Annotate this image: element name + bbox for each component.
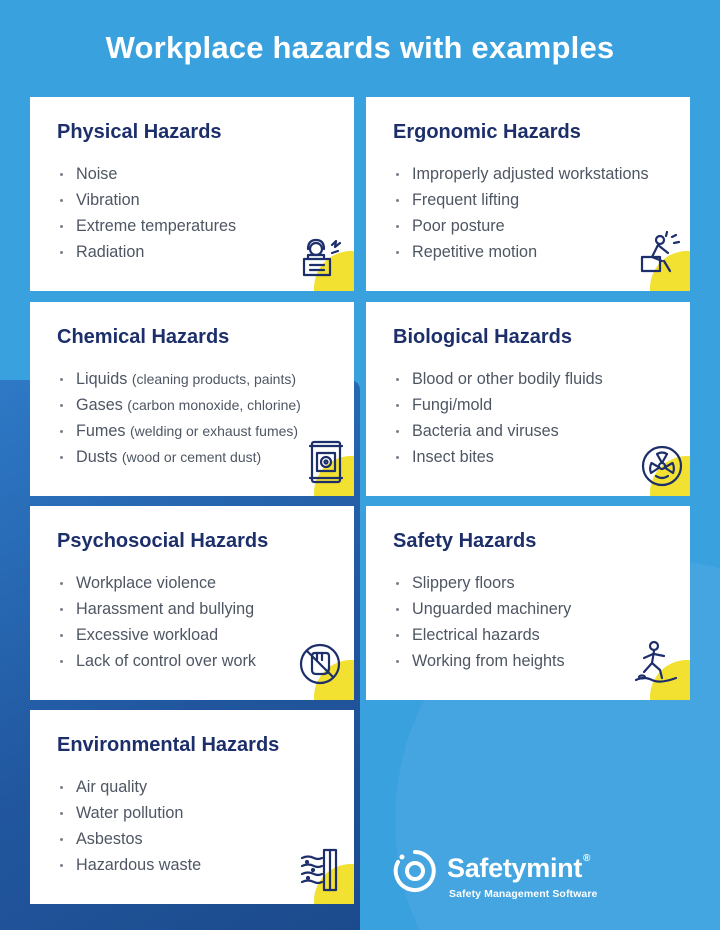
list-item: Water pollution bbox=[57, 800, 201, 826]
card-chemical-hazards bbox=[30, 302, 354, 496]
brand-tagline: Safety Management Software bbox=[449, 888, 598, 900]
list-item: Liquids (cleaning products, paints) bbox=[57, 366, 301, 392]
list-item: Insect bites bbox=[393, 444, 603, 470]
hazard-list bbox=[393, 366, 603, 470]
list-item: Working from heights bbox=[393, 648, 571, 674]
hazard-list bbox=[393, 161, 649, 265]
list-item: Radiation bbox=[57, 239, 236, 265]
list-item: Repetitive motion bbox=[393, 239, 649, 265]
card-environmental-hazards bbox=[30, 710, 354, 904]
card-psychosocial-hazards bbox=[30, 506, 354, 700]
brand-logo bbox=[392, 848, 632, 908]
list-item: Extreme temperatures bbox=[57, 213, 236, 239]
page-title: Workplace hazards with examples bbox=[105, 30, 615, 65]
list-item: Dusts (wood or cement dust) bbox=[57, 444, 301, 470]
list-item: Slippery floors bbox=[393, 570, 571, 596]
biohazard-icon bbox=[638, 442, 686, 490]
list-item: Asbestos bbox=[57, 826, 201, 852]
card-biological-hazards bbox=[366, 302, 690, 496]
list-item: Noise bbox=[57, 161, 236, 187]
list-item: Poor posture bbox=[393, 213, 649, 239]
safetymint-logo-icon bbox=[392, 848, 438, 894]
list-item: Vibration bbox=[57, 187, 236, 213]
list-item: Air quality bbox=[57, 774, 201, 800]
card-heading: Biological Hazards bbox=[393, 326, 572, 348]
list-item: Harassment and bullying bbox=[57, 596, 256, 622]
list-item: Fumes (welding or exhaust fumes) bbox=[57, 418, 301, 444]
chemical-barrel-icon bbox=[302, 438, 350, 486]
hazard-list bbox=[57, 161, 236, 265]
card-safety-hazards bbox=[366, 506, 690, 700]
hazard-list bbox=[57, 366, 301, 470]
list-item: Bacteria and viruses bbox=[393, 418, 603, 444]
card-heading: Safety Hazards bbox=[393, 530, 537, 552]
card-heading: Physical Hazards bbox=[57, 121, 222, 143]
no-violence-fist-icon bbox=[296, 640, 344, 688]
list-item: Unguarded machinery bbox=[393, 596, 571, 622]
card-heading: Ergonomic Hazards bbox=[393, 121, 581, 143]
brand-name: Safetymint® bbox=[447, 853, 591, 883]
card-heading: Environmental Hazards bbox=[57, 734, 280, 756]
card-heading: Psychosocial Hazards bbox=[57, 530, 269, 552]
list-item: Electrical hazards bbox=[393, 622, 571, 648]
list-item: Gases (carbon monoxide, chlorine) bbox=[57, 392, 301, 418]
list-item: Lack of control over work bbox=[57, 648, 256, 674]
person-lifting-box-icon bbox=[636, 231, 684, 279]
card-physical-hazards bbox=[30, 97, 354, 291]
hazard-list bbox=[57, 774, 201, 878]
hazard-list bbox=[57, 570, 256, 674]
card-ergonomic-hazards bbox=[366, 97, 690, 291]
list-item: Frequent lifting bbox=[393, 187, 649, 213]
list-item: Blood or other bodily fluids bbox=[393, 366, 603, 392]
person-slipping-icon bbox=[632, 638, 680, 686]
list-item: Hazardous waste bbox=[57, 852, 201, 878]
list-item: Workplace violence bbox=[57, 570, 256, 596]
air-quality-window-icon bbox=[298, 846, 346, 894]
list-item: Fungi/mold bbox=[393, 392, 603, 418]
factory-worker-noise-icon bbox=[298, 233, 346, 281]
list-item: Improperly adjusted workstations bbox=[393, 161, 649, 187]
card-heading: Chemical Hazards bbox=[57, 326, 230, 348]
hazard-list bbox=[393, 570, 571, 674]
list-item: Excessive workload bbox=[57, 622, 256, 648]
